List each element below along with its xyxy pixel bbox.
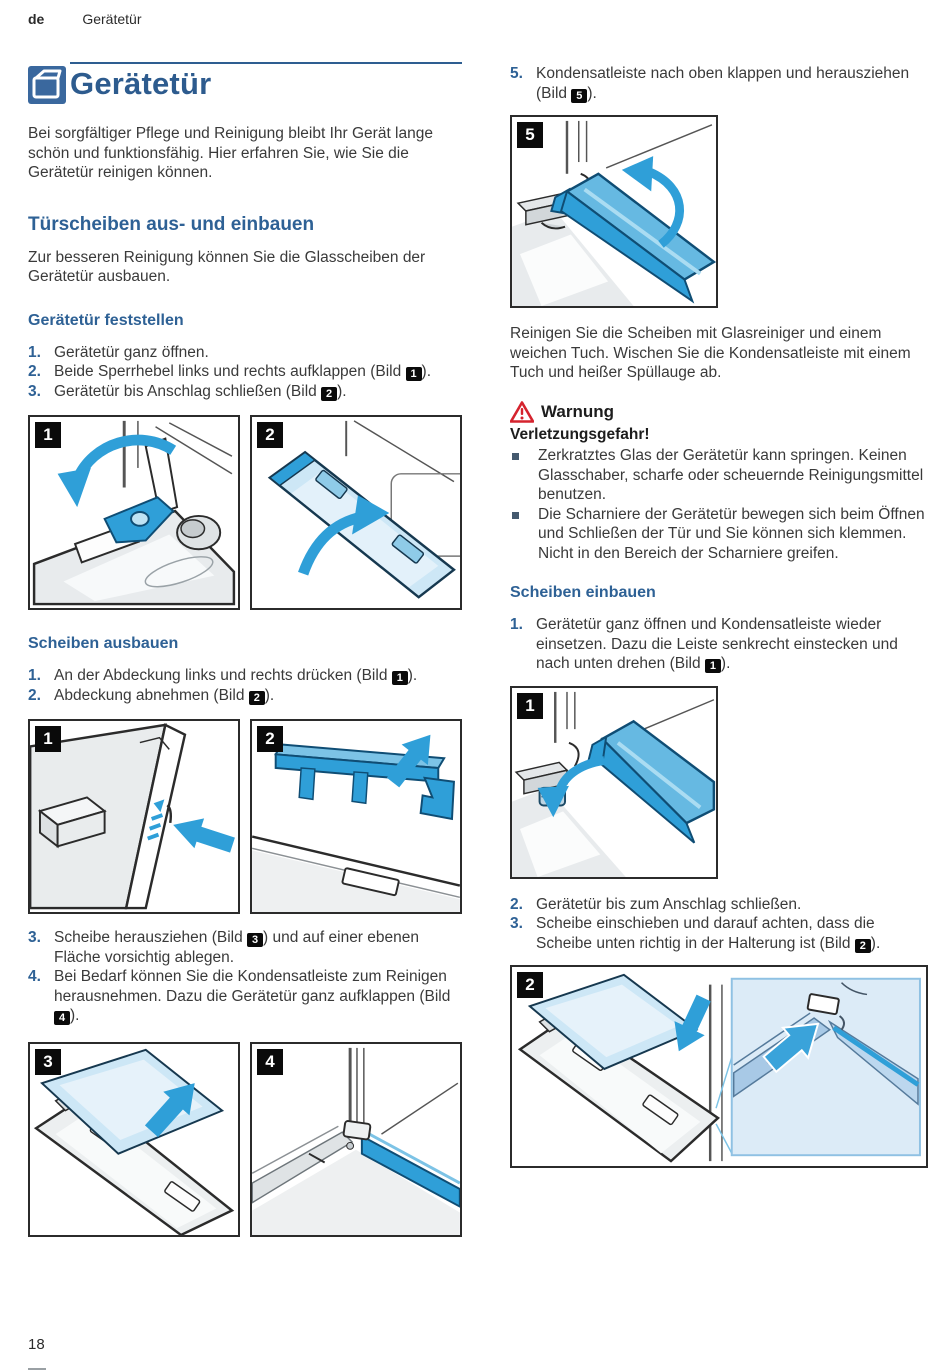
cleaning-note: Reinigen Sie die Scheiben mit Glasreiniger und einem weichen Tuch. Wischen Sie die Kondensatleiste mit einem Tuch und heißer Spüllauge ab. [510,325,911,381]
steps-einbauen-1 [510,615,930,674]
figure-number-badge: 1 [517,693,543,719]
figure-number-badge: 1 [35,422,61,448]
square-bullet-icon [510,505,538,564]
figure-strip-insert [510,686,718,879]
figure-lock-lever [28,415,240,610]
figure-pull-glass [28,1042,240,1237]
step-item: 2. Abdeckung abnehmen (Bild 2 ). [28,686,275,704]
square-bullet-icon [510,446,538,505]
figure-corner-detail [250,1042,462,1237]
press-cover-illustration [30,721,238,912]
warning-triangle-icon [510,401,534,423]
remove-cover-illustration [252,721,460,912]
page-number: 18 [28,1335,45,1353]
figure-row-feststellen [28,415,462,610]
arrow-left-icon [168,810,237,859]
left-column [28,58,462,1237]
step-item: 1. Gerätetür ganz öffnen und Kondensatleiste wieder einsetzen. Dazu die Leiste senkrecht einstecken und nach unten drehen (Bild 1 ). [510,616,898,672]
figure-number-badge: 5 [517,122,543,148]
appliance-door-icon [28,66,66,104]
figure-number-badge: 2 [517,972,543,998]
steps-feststellen [28,343,462,402]
bild-badge: 2 [855,939,871,953]
section-heading: Türscheiben aus- und einbauen [28,213,315,235]
step-item: 3. Gerätetür bis Anschlag schließen (Bild 2 ). [28,382,347,400]
bild-badge: 2 [321,387,337,401]
bild-badge: 1 [406,367,422,381]
step-item: 1. Gerätetür ganz öffnen. [28,343,209,361]
header-chapter-title: Gerätetür [82,11,142,27]
figure-row-ausbauen-1 [28,719,462,914]
right-column [510,58,930,1168]
steps-ausbauen-2 [28,928,462,1026]
warning-item: Die Scharniere der Gerätetür bewegen sich beim Öffnen und Schließen der Tür und Sie können sich klemmen. Nicht in den Bereich der Scharniere greifen. [510,505,930,564]
running-header [28,10,141,30]
corner-detail-illustration [252,1044,460,1235]
step-item: 3. Scheibe herausziehen (Bild 3 ) und auf einer ebenen Fläche vorsichtig ablegen. [28,929,419,966]
subheading-einbauen: Scheiben einbauen [510,584,656,601]
language-code: de [28,11,45,27]
step-item: 5. Kondensatleiste nach oben klappen und herausziehen (Bild 5 ). [510,65,910,102]
lock-lever-illustration [30,417,238,608]
step-item: 4. Bei Bedarf können Sie die Kondensatleiste zum Reinigen herausnehmen. Dazu die Gerätetür ganz aufklappen (Bild 4 ). [28,968,451,1024]
figure-row-ausbauen-2 [28,1042,462,1237]
chapter-title-block [28,62,462,104]
figure-number-badge: 2 [257,726,283,752]
step-item: 1. An der Abdeckung links und rechts drücken (Bild 1 ). [28,667,418,684]
bild-badge: 5 [571,89,587,103]
step-item: 2. Beide Sperrhebel links und rechts aufklappen (Bild 1 ). [28,363,432,380]
bild-badge: 1 [705,659,721,673]
figure-number-badge: 4 [257,1049,283,1075]
pull-glass-illustration [30,1044,238,1235]
step-item: 3. Scheibe einschieben und darauf achten, dass die Scheibe unten richtig in der Halterung ist (Bild 2 ). [510,915,881,952]
bild-badge: 1 [392,671,408,685]
figure-number-badge: 3 [35,1049,61,1075]
bild-badge: 3 [247,933,263,947]
bild-badge: 4 [54,1011,70,1025]
figure-glass-insert-detail [510,965,928,1168]
figure-press-cover [28,719,240,914]
subheading-feststellen: Gerätetür feststellen [28,311,184,329]
warning-item: Zerkratztes Glas der Gerätetür kann springen. Keinen Glasschaber, scharfe oder scheuernde Reinigungsmittel benutzen. [510,446,930,505]
figure-door-close [250,415,462,610]
section-lead: Zur besseren Reinigung können Sie die Glasscheiben der Gerätetür ausbauen. [28,248,426,285]
warning-block [510,401,930,564]
steps-ausbauen-3 [510,64,930,103]
intro-paragraph: Bei sorgfältiger Pflege und Reinigung bleibt Ihr Gerät lange schön und funktionsfähig. Hier erfahren Sie, wie Sie die Gerätetür reinigen können. [28,125,433,181]
subheading-ausbauen: Scheiben ausbauen [28,635,179,652]
bild-badge: 2 [249,691,265,705]
glass-insert-illustration [512,967,926,1166]
warning-list [510,446,930,563]
figure-strip-flip-up [510,115,718,308]
page-title: Gerätetür [70,66,212,101]
title-rule [70,62,462,64]
steps-ausbauen-1 [28,666,462,705]
figure-number-badge: 1 [35,726,61,752]
figure-number-badge: 2 [257,422,283,448]
steps-einbauen-2 [510,895,930,954]
warning-title: Warnung [541,401,615,421]
figure-remove-cover [250,719,462,914]
warning-subtitle: Verletzungsgefahr! [510,425,650,443]
door-close-illustration [252,417,460,608]
step-item: 2. Gerätetür bis zum Anschlag schließen. [510,895,802,913]
